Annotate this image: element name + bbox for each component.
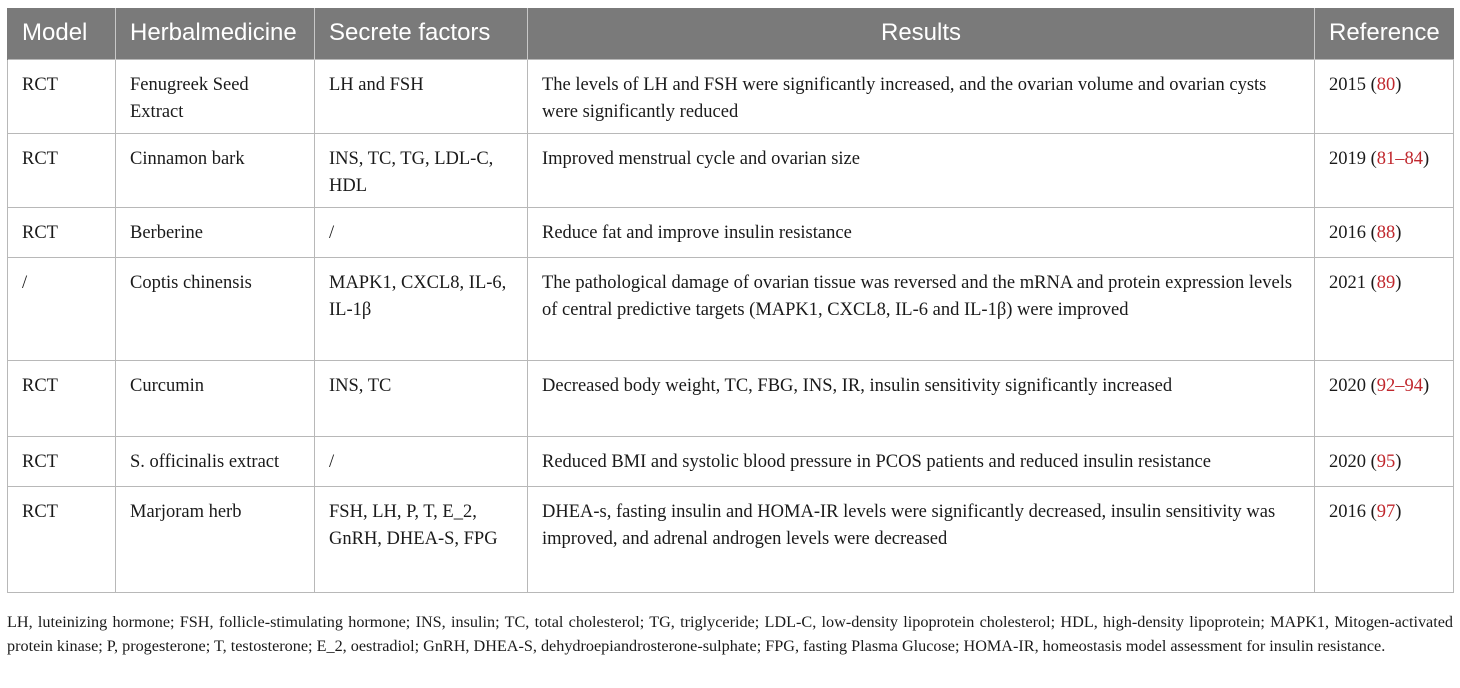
header-model: Model xyxy=(8,8,116,59)
cell-factors: FSH, LH, P, T, E_2, GnRH, DHEA-S, FPG xyxy=(315,486,528,592)
table-row xyxy=(8,59,1454,133)
cell-herb: Berberine xyxy=(116,207,315,257)
reference-link[interactable]: 88 xyxy=(1376,222,1396,243)
cell-reference: 2015 (80) xyxy=(1315,59,1454,133)
reference-year: 2020 xyxy=(1329,375,1366,396)
cell-model: RCT xyxy=(8,436,116,486)
reference-year: 2016 xyxy=(1329,501,1366,522)
cell-model: / xyxy=(8,257,116,360)
reference-year: 2019 xyxy=(1329,148,1366,169)
header-secrete-factors: Secrete factors xyxy=(315,8,528,59)
cell-factors: LH and FSH xyxy=(315,59,528,133)
cell-herb: Coptis chinensis xyxy=(116,257,315,360)
table-row xyxy=(8,436,1454,486)
cell-factors: INS, TC, TG, LDL-C, HDL xyxy=(315,133,528,207)
table-row xyxy=(8,360,1454,436)
cell-reference: 2020 (95) xyxy=(1315,436,1454,486)
reference-link[interactable]: 89 xyxy=(1376,272,1396,293)
table-row xyxy=(8,133,1454,207)
cell-factors: INS, TC xyxy=(315,360,528,436)
reference-link[interactable]: 81–84 xyxy=(1376,148,1424,169)
cell-reference: 2019 (81–84) xyxy=(1315,133,1454,207)
reference-link[interactable]: 97 xyxy=(1376,501,1396,522)
table-header-row xyxy=(8,8,1454,59)
cell-reference: 2016 (88) xyxy=(1315,207,1454,257)
herbal-medicine-table xyxy=(7,8,1454,593)
cell-factors: / xyxy=(315,207,528,257)
cell-results: Reduce fat and improve insulin resistance xyxy=(528,207,1315,257)
cell-herb: S. officinalis extract xyxy=(116,436,315,486)
cell-factors: / xyxy=(315,436,528,486)
reference-link[interactable]: 95 xyxy=(1376,451,1396,472)
cell-model: RCT xyxy=(8,59,116,133)
table-row xyxy=(8,486,1454,592)
cell-model: RCT xyxy=(8,486,116,592)
cell-results: Improved menstrual cycle and ovarian size xyxy=(528,133,1315,207)
cell-results: DHEA-s, fasting insulin and HOMA-IR levels were significantly decreased, insulin sensitivity was improved, and adrenal androgen levels were decreased xyxy=(528,486,1315,592)
reference-year: 2015 xyxy=(1329,74,1366,95)
cell-reference: 2016 (97) xyxy=(1315,486,1454,592)
cell-factors: MAPK1, CXCL8, IL-6, IL-1β xyxy=(315,257,528,360)
cell-results: The levels of LH and FSH were significantly increased, and the ovarian volume and ovarian cysts were significantly reduced xyxy=(528,59,1315,133)
table-row xyxy=(8,207,1454,257)
reference-year: 2021 xyxy=(1329,272,1366,293)
cell-reference: 2020 (92–94) xyxy=(1315,360,1454,436)
reference-link[interactable]: 92–94 xyxy=(1376,375,1424,396)
header-results: Results xyxy=(528,8,1315,59)
cell-results: Decreased body weight, TC, FBG, INS, IR, insulin sensitivity significantly increased xyxy=(528,360,1315,436)
cell-results: The pathological damage of ovarian tissue was reversed and the mRNA and protein expression levels of central predictive targets (MAPK1, CXCL8, IL-6 and IL-1β) were improved xyxy=(528,257,1315,360)
cell-reference: 2021 (89) xyxy=(1315,257,1454,360)
cell-model: RCT xyxy=(8,207,116,257)
reference-year: 2020 xyxy=(1329,451,1366,472)
reference-link[interactable]: 80 xyxy=(1376,74,1396,95)
reference-year: 2016 xyxy=(1329,222,1366,243)
table-footnote: LH, luteinizing hormone; FSH, follicle-stimulating hormone; INS, insulin; TC, total cholesterol; TG, triglyceride; LDL-C, low-density lipoprotein cholesterol; HDL, high-density lipoprotein; MAPK1, Mitogen-activated protein kinase; P, progesterone; T, testosterone; E_2, oestradiol; GnRH, DHEA-S, dehydroepiandrosterone-sulphate; FPG, fasting Plasma Glucose; HOMA-IR, homeostasis model assessment for insulin resistance. xyxy=(7,613,1453,655)
cell-herb: Fenugreek Seed Extract xyxy=(116,59,315,133)
header-reference: Reference xyxy=(1315,8,1454,59)
cell-model: RCT xyxy=(8,360,116,436)
cell-herb: Marjoram herb xyxy=(116,486,315,592)
cell-herb: Curcumin xyxy=(116,360,315,436)
cell-model: RCT xyxy=(8,133,116,207)
cell-results: Reduced BMI and systolic blood pressure in PCOS patients and reduced insulin resistance xyxy=(528,436,1315,486)
cell-herb: Cinnamon bark xyxy=(116,133,315,207)
header-herbalmedicine: Herbalmedicine xyxy=(116,8,315,59)
table-row xyxy=(8,257,1454,360)
